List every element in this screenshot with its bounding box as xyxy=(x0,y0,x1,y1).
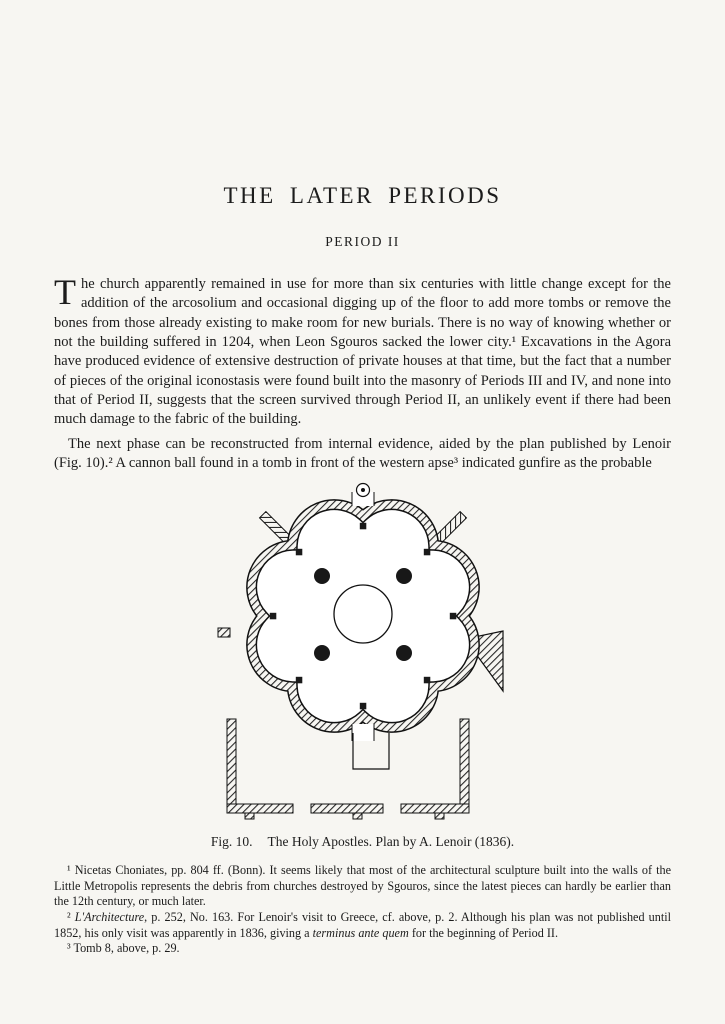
footnote-2-ref: ² xyxy=(67,909,75,924)
figure-caption-text: The Holy Apostles. Plan by A. Lenoir (1836). xyxy=(267,834,515,850)
footnote-2-latin-phrase: terminus ante quem xyxy=(312,925,409,940)
footnote-2 xyxy=(54,910,671,941)
paragraph-1 xyxy=(54,272,671,429)
figure-caption-label: Fig. 10. xyxy=(210,834,253,850)
figure-church-plan xyxy=(54,481,671,850)
plan-west-stub xyxy=(218,628,230,637)
figure-caption xyxy=(54,834,671,850)
drop-cap: T xyxy=(54,272,76,313)
paragraph-2: The next phase can be reconstructed from internal evidence, aided by the plan published by Lenoir (Fig. 10).² A cannon ball found in a tomb in front of the western apse³ indicated gunfire as the probable xyxy=(54,435,671,471)
plan-narthex xyxy=(227,719,469,819)
footnote-2-text-a: , p. 252, No. 163. For Lenoir's visit to Greece, cf. above, p. 2. Although his plan was not published until 1852, his only visit was apparently in 1836, giving a xyxy=(54,909,671,940)
footnote-1: ¹ Nicetas Choniates, pp. 804 ff. (Bonn). It seems likely that most of the architectural sculpture built into the walls of the Little Metropolis represents the debris from churches destroyed by Sgouros, since the latest pieces can hardly be earlier than the 12th century, or much later. xyxy=(54,863,671,909)
page-title: THE LATER PERIODS xyxy=(223,183,502,208)
footnote-3: ³ Tomb 8, above, p. 29. xyxy=(67,941,180,956)
plan-south-opening xyxy=(352,724,374,741)
footnotes xyxy=(54,863,671,957)
plan-turret xyxy=(356,484,369,497)
footnote-2-text-b: for the beginning of Period II. xyxy=(408,925,559,940)
footnote-2-source: L'Architecture xyxy=(74,909,145,924)
section-heading: PERIOD II xyxy=(325,234,400,249)
church-plan-svg xyxy=(213,481,513,826)
paragraph-1-text: he church apparently remained in use for more than six centuries with little change except for the addition of the arcosolium and occasional digging up of the floor to add more tombs or remove the bones from those already existing to make room for new burials. There is no way of knowing whether or not the building suffered in 1204, when Leon Sgouros sacked the lower city.¹ Excavations in the Agora have produced evidence of extensive destruction of private houses at that time, but the fact that a number of pieces of the original iconostasis were found built into the masonry of Periods III and IV, and none into that of Period II, suggests that the screen survived through Period II, an unlikely event if there had been much damage to the fabric of the building. xyxy=(54,276,671,428)
